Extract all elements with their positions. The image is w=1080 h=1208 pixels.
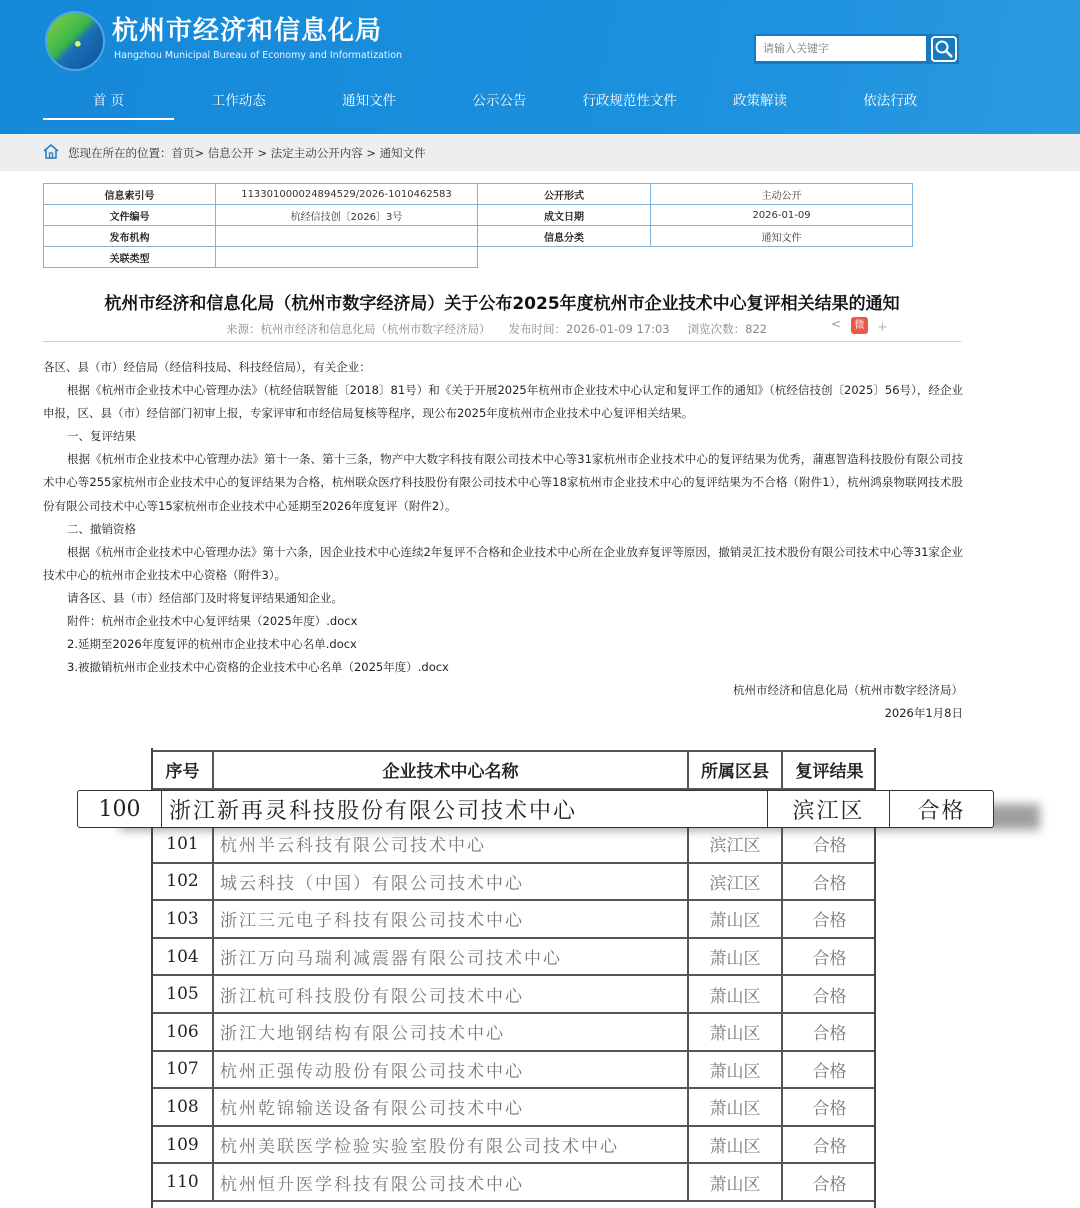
table-cell: 103 <box>153 901 214 937</box>
article-source: 来源：杭州市经济和信息化局（杭州市数字经济局） <box>226 322 491 336</box>
table-cell: 序号 <box>153 752 214 788</box>
search-button[interactable] <box>931 36 957 62</box>
info-value <box>216 247 478 268</box>
info-value: 113301000024894529/2026-1010462583 <box>216 184 478 205</box>
table-cell: 合格 <box>812 1137 847 1158</box>
article-body <box>43 356 963 726</box>
paragraph: 二、撤销资格 <box>67 521 136 536</box>
table-cell: 合格 <box>812 873 847 894</box>
attachment-link[interactable]: 2.延期至2026年度复评的杭州市企业技术中心名单.docx <box>67 637 357 652</box>
table-row <box>153 1052 874 1090</box>
table-cell: 萧山区 <box>689 1127 783 1163</box>
table-cell: 浙江万向马瑞利减震器有限公司技术中心 <box>214 939 689 975</box>
nav-item[interactable]: 通知文件 <box>342 93 397 109</box>
paragraph: 请各区、县（市）经信部门及时将复评结果通知企业。 <box>67 590 343 605</box>
info-value: 通知文件 <box>651 226 913 247</box>
paragraph: 各区、县（市）经信局（经信科技局、科技经信局），有关企业： <box>43 360 371 374</box>
article-views: 浏览次数：822 <box>687 322 768 336</box>
search-input[interactable] <box>756 36 926 61</box>
table-row <box>153 976 874 1014</box>
table-cell: 滨江区 <box>689 826 783 862</box>
table-cell: 合格 <box>812 1099 847 1120</box>
info-key: 发布机构 <box>44 226 216 247</box>
info-key: 成文日期 <box>478 205 651 226</box>
paragraph: 根据《杭州市企业技术中心管理办法》（杭经信联智能〔2018〕81号）和《关于开展2025年杭州市企业技术中心认定和复评工作的通知》（杭经信技创〔2025〕56号），经企业申报，区、县（市）经信部门初审上报，专家评审和市经信局复核等程序，现公布2025年度杭州市企业技术中心复评相关结果。 <box>43 383 963 421</box>
signature-date: 2026年1月8日 <box>884 706 963 721</box>
signature: 杭州市经济和信息化局（杭州市数字经济局） <box>733 683 963 698</box>
nav-item[interactable]: 工作动态 <box>211 93 266 109</box>
table-row <box>153 1164 874 1202</box>
table-cell: 109 <box>153 1127 214 1163</box>
table-cell: 合格 <box>812 1061 847 1082</box>
paragraph: 一、复评结果 <box>67 429 136 444</box>
divider <box>43 341 961 342</box>
article-time: 发布时间：2026-01-09 17:03 <box>508 322 670 336</box>
site-title: 杭州市经济和信息化局 <box>112 16 383 46</box>
table-cell: 108 <box>153 1089 214 1125</box>
table-cell: 110 <box>153 1164 214 1200</box>
table-row <box>153 826 874 864</box>
share-icon[interactable]: < <box>831 317 842 331</box>
table-cell: 杭州恒升医学科技有限公司技术中心 <box>214 1164 689 1200</box>
attachment-link[interactable]: 3.被撤销杭州市企业技术中心资格的企业技术中心名单（2025年度）.docx <box>67 660 449 675</box>
table-cell: 城云科技（中国）有限公司技术中心 <box>214 864 689 900</box>
info-value: 主动公开 <box>651 184 913 205</box>
table-cell: 104 <box>153 939 214 975</box>
table-cell: 浙江杭可科技股份有限公司技术中心 <box>214 976 689 1012</box>
table-cell: 合格 <box>812 1174 847 1195</box>
hl-result: 合格 <box>917 798 966 824</box>
table-cell: 合格 <box>812 986 847 1007</box>
hl-district: 滨江区 <box>768 791 890 827</box>
table-header <box>153 752 874 790</box>
empty-cell <box>478 247 651 268</box>
paragraph: 根据《杭州市企业技术中心管理办法》第十一条、第十三条，物产中大数字科技有限公司技术中心等31家杭州市企业技术中心的复评结果为优秀，蒲惠智造科技股份有限公司技术中心等255家杭州市企业技术中心的复评结果为合格，杭州联众医疗科技股份有限公司技术中心等18家杭州市企业技术中心的复评结果为不合格（附件1），杭州鸿泉物联网技术股份有限公司技术中心等15家杭州市企业技术中心延期至2026年度复评（附件2）。 <box>43 452 963 513</box>
breadcrumb[interactable]: 您现在所在的位置：首页> 信息公开 > 法定主动公开内容 > 通知文件 <box>68 146 426 160</box>
logo[interactable] <box>47 13 103 69</box>
table-cell: 101 <box>153 826 214 862</box>
breadcrumb-bar <box>0 134 1080 171</box>
info-value: 2026-01-09 <box>651 205 913 226</box>
nav-item[interactable]: 首 页 <box>43 88 174 120</box>
table-row <box>153 1127 874 1165</box>
table-cell: 杭州乾锦输送设备有限公司技术中心 <box>214 1089 689 1125</box>
table-cell: 合格 <box>812 836 847 857</box>
table-cell: 萧山区 <box>689 1089 783 1125</box>
table-cell: 萧山区 <box>689 939 783 975</box>
table-row <box>153 1089 874 1127</box>
hl-index: 100 <box>78 791 162 827</box>
table-cell: 106 <box>153 1014 214 1050</box>
table-cell: 105 <box>153 976 214 1012</box>
nav-item[interactable]: 公示公告 <box>472 93 527 109</box>
table-cell: 浙江三元电子科技有限公司技术中心 <box>214 901 689 937</box>
table-cell: 萧山区 <box>689 901 783 937</box>
hl-name: 浙江新再灵科技股份有限公司技术中心 <box>162 791 768 827</box>
table-cell: 萧山区 <box>689 1014 783 1050</box>
table-row <box>153 901 874 939</box>
table-row <box>153 864 874 902</box>
info-value: 杭经信技创〔2026〕3号 <box>216 205 478 226</box>
nav-item[interactable]: 行政规范性文件 <box>582 93 677 109</box>
empty-cell <box>651 247 913 268</box>
main-nav <box>43 88 963 120</box>
plus-icon[interactable]: + <box>877 320 888 335</box>
nav-item[interactable]: 依法行政 <box>863 93 918 109</box>
table-cell: 复评结果 <box>795 762 864 783</box>
table-cell: 滨江区 <box>689 864 783 900</box>
table-cell: 杭州正强传动股份有限公司技术中心 <box>214 1052 689 1088</box>
search-icon <box>933 38 955 60</box>
article-title: 杭州市经济和信息化局（杭州市数字经济局）关于公布2025年度杭州市企业技术中心复评相关结果的通知 <box>104 294 900 314</box>
attachment-link[interactable]: 附件：杭州市企业技术中心复评结果（2025年度）.docx <box>67 614 358 629</box>
info-key: 关联类型 <box>44 247 216 268</box>
info-key: 文件编号 <box>44 205 216 226</box>
table-cell: 102 <box>153 864 214 900</box>
table-cell: 萧山区 <box>689 1164 783 1200</box>
highlighted-row <box>77 790 994 828</box>
table-cell: 企业技术中心名称 <box>214 752 689 788</box>
info-value <box>216 226 478 247</box>
table-cell: 浙江大地钢结构有限公司技术中心 <box>214 1014 689 1050</box>
table-cell: 萧山区 <box>689 976 783 1012</box>
site-header <box>0 0 1080 134</box>
table-cell: 合格 <box>812 949 847 970</box>
table-cell: 杭州美联医学检验实验室股份有限公司技术中心 <box>214 1127 689 1163</box>
table-cell: 合格 <box>812 1024 847 1045</box>
table-cell: 合格 <box>812 911 847 932</box>
table-cell: 107 <box>153 1052 214 1088</box>
info-table <box>43 183 913 268</box>
weibo-icon[interactable]: 微 <box>851 317 868 334</box>
table-cell: 所属区县 <box>689 752 783 788</box>
info-key: 公开形式 <box>478 184 651 205</box>
article-meta <box>226 321 785 337</box>
table-cell: 萧山区 <box>689 1052 783 1088</box>
info-key: 信息索引号 <box>44 184 216 205</box>
info-key: 信息分类 <box>478 226 651 247</box>
home-icon[interactable] <box>43 144 59 159</box>
table-row <box>153 1014 874 1052</box>
table-cell: 杭州半云科技有限公司技术中心 <box>214 826 689 862</box>
table-row <box>153 939 874 977</box>
nav-item[interactable]: 政策解读 <box>733 93 787 109</box>
site-subtitle: Hangzhou Municipal Bureau of Economy and Informatization <box>114 50 403 61</box>
paragraph: 根据《杭州市企业技术中心管理办法》第十六条，因企业技术中心连续2年复评不合格和企业技术中心所在企业放弃复评等原因，撤销灵汇技术股份有限公司技术中心等31家企业技术中心的杭州市企业技术中心资格（附件3）。 <box>43 544 963 582</box>
